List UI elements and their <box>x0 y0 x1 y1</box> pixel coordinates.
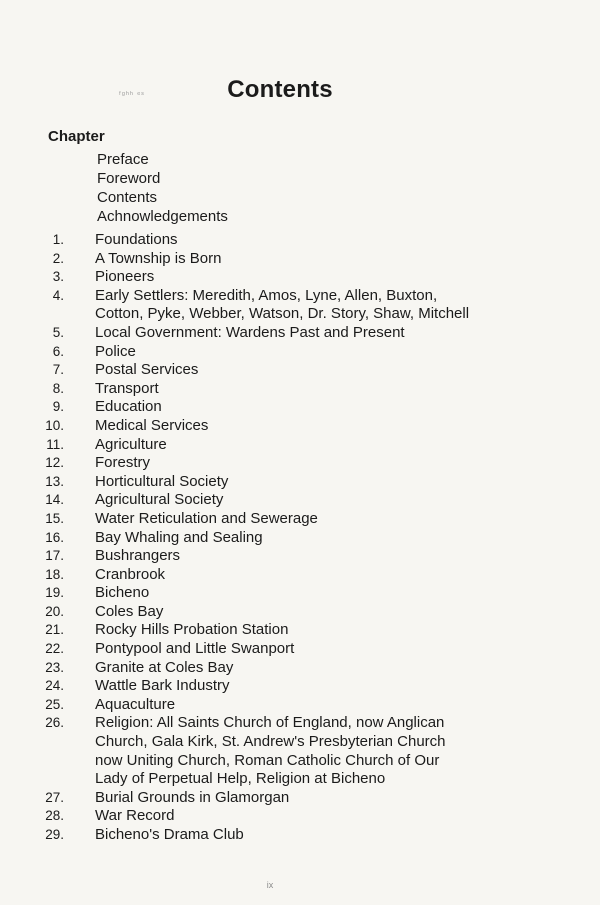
chapter-number: 12. <box>45 455 64 471</box>
margin-mark: ᶠᵍʰʰ ᵉˢ <box>119 90 145 99</box>
chapter-number: 26. <box>45 715 64 731</box>
chapter-title-line: Bicheno's Drama Club <box>95 826 244 843</box>
chapter-title <box>95 621 600 640</box>
chapter-number: 15. <box>45 510 64 526</box>
chapter-title-line: Horticultural Society <box>95 472 229 490</box>
chapter-number: 6. <box>52 343 64 359</box>
chapter-number: 24. <box>45 678 64 694</box>
chapter-title-line: Education <box>95 398 162 416</box>
chapter-entry <box>0 491 600 510</box>
chapter-entry <box>0 231 600 250</box>
chapter-title <box>95 714 600 788</box>
chapter-entry <box>0 696 600 715</box>
chapter-title <box>95 826 600 845</box>
chapter-title-line: Forestry <box>95 454 151 472</box>
chapter-title-line: Agriculture <box>95 435 167 453</box>
chapter-title <box>95 268 600 287</box>
chapter-title-line: now Uniting Church, Roman Catholic Church of Our <box>95 751 440 769</box>
chapter-number: 1. <box>52 232 64 247</box>
chapter-number: 10. <box>45 417 64 433</box>
chapter-title <box>95 491 600 510</box>
chapter-entry <box>0 640 600 659</box>
chapter-entry <box>0 268 600 287</box>
chapter-entry <box>0 380 600 399</box>
chapter-title-line: Granite at Coles Bay <box>95 658 234 676</box>
chapter-number: 29. <box>45 827 64 842</box>
chapter-title-line: Pioneers <box>95 268 155 286</box>
chapter-title <box>95 529 600 548</box>
chapter-title <box>95 510 600 529</box>
chapter-number: 27. <box>45 789 64 805</box>
chapter-title <box>95 584 600 603</box>
chapter-number: 2. <box>52 250 64 266</box>
chapter-title <box>95 807 600 826</box>
chapter-title-line: Bicheno <box>95 584 150 602</box>
chapter-title <box>95 566 600 585</box>
chapter-number: 20. <box>45 603 64 619</box>
chapter-title <box>95 417 600 436</box>
chapter-number: 23. <box>45 659 64 675</box>
chapter-entry <box>0 510 600 529</box>
chapter-title-line: Water Reticulation and Sewerage <box>95 509 318 527</box>
chapter-number: 21. <box>45 622 64 638</box>
chapter-title <box>95 287 600 324</box>
chapter-number: 13. <box>45 473 64 489</box>
chapter-title <box>95 789 600 808</box>
front-matter-list <box>97 150 228 226</box>
chapter-title <box>95 640 600 659</box>
chapter-title <box>95 659 600 678</box>
chapter-entry <box>0 677 600 696</box>
chapter-number: 17. <box>45 548 64 564</box>
chapter-title-line: Aquaculture <box>95 695 176 713</box>
chapter-entry <box>0 547 600 566</box>
chapter-number: 19. <box>45 585 64 601</box>
chapter-title-line: Bushrangers <box>95 547 181 565</box>
chapter-title-line: Cotton, Pyke, Webber, Watson, Dr. Story, Shaw, Mitchell <box>95 305 470 323</box>
chapter-entry <box>0 621 600 640</box>
chapter-number: 11. <box>46 436 64 452</box>
chapter-title-line: Agricultural Society <box>95 491 224 509</box>
chapter-entry <box>0 566 600 585</box>
chapter-entry <box>0 287 600 324</box>
chapter-entry <box>0 398 600 417</box>
chapter-number: 9. <box>52 399 64 415</box>
chapter-title-line: Medical Services <box>95 416 209 434</box>
chapter-entry <box>0 807 600 826</box>
chapter-entry <box>0 361 600 380</box>
chapter-title-line: Wattle Bark Industry <box>95 677 230 695</box>
chapter-number: 3. <box>52 269 64 285</box>
front-matter-item: Contents <box>97 189 158 206</box>
chapter-entry <box>0 454 600 473</box>
chapter-entry <box>0 417 600 436</box>
chapter-title-line: War Record <box>95 807 175 825</box>
chapter-number: 14. <box>45 492 64 508</box>
chapter-title-line: Cranbrook <box>95 565 166 583</box>
chapter-entry <box>0 343 600 362</box>
chapter-title <box>95 696 600 715</box>
chapter-title-line: Local Government: Wardens Past and Present <box>95 323 405 341</box>
chapter-title <box>95 324 600 343</box>
chapter-title <box>95 677 600 696</box>
chapter-title-line: Postal Services <box>95 361 199 379</box>
chapter-entry <box>0 789 600 808</box>
chapter-number: 25. <box>45 696 64 712</box>
chapter-title <box>95 231 600 250</box>
chapter-title <box>95 380 600 399</box>
chapter-number: 8. <box>52 380 64 396</box>
chapter-number: 7. <box>52 362 64 378</box>
front-matter-item: Achnowledgements <box>97 208 228 225</box>
chapter-number: 28. <box>45 808 64 824</box>
chapter-title-line: Church, Gala Kirk, St. Andrew's Presbyterian Church <box>95 733 446 751</box>
chapter-title-line: Religion: All Saints Church of England, now Anglican <box>95 714 445 732</box>
chapter-title-line: Bay Whaling and Sealing <box>95 528 263 546</box>
chapter-title-line: Foundations <box>95 231 178 248</box>
chapter-title <box>95 250 600 269</box>
chapter-entry <box>0 436 600 455</box>
chapter-title <box>95 343 600 362</box>
chapter-entry <box>0 826 600 845</box>
chapter-title-line: Early Settlers: Meredith, Amos, Lyne, Allen, Buxton, <box>95 286 438 304</box>
chapter-title-line: Transport <box>95 379 159 397</box>
chapter-title <box>95 361 600 380</box>
chapter-title-line: Pontypool and Little Swanport <box>95 640 295 658</box>
chapter-entry <box>0 584 600 603</box>
chapter-title-line: Coles Bay <box>95 602 164 620</box>
chapter-title-line: Rocky Hills Probation Station <box>95 621 289 639</box>
chapter-title <box>95 603 600 622</box>
chapter-title <box>95 398 600 417</box>
chapter-number: 18. <box>45 566 64 582</box>
chapter-number: 16. <box>45 529 64 545</box>
chapter-number: 22. <box>45 641 64 657</box>
chapter-title-line: Lady of Perpetual Help, Religion at Bicheno <box>95 770 386 788</box>
chapter-title <box>95 547 600 566</box>
page-title-text: Contents <box>227 76 333 103</box>
front-matter-item: Preface <box>97 151 149 168</box>
chapter-heading: Chapter <box>48 128 105 145</box>
chapter-title-line: Burial Grounds in Glamorgan <box>95 788 290 806</box>
chapter-title-line: Police <box>95 342 136 360</box>
chapter-title <box>95 473 600 492</box>
chapter-entry <box>0 473 600 492</box>
chapter-entry <box>0 659 600 678</box>
chapter-title <box>95 454 600 473</box>
front-matter-item: Foreword <box>97 170 161 187</box>
chapter-number: 5. <box>52 324 64 340</box>
page-title <box>0 76 560 104</box>
chapter-entry <box>0 250 600 269</box>
chapter-entry <box>0 603 600 622</box>
chapter-entry <box>0 714 600 788</box>
chapter-title-line: A Township is Born <box>95 249 222 267</box>
chapter-list <box>0 231 600 845</box>
chapter-title <box>95 436 600 455</box>
chapter-number: 4. <box>52 287 64 303</box>
chapter-entry <box>0 529 600 548</box>
page-number: ix <box>266 880 274 890</box>
chapter-entry <box>0 324 600 343</box>
